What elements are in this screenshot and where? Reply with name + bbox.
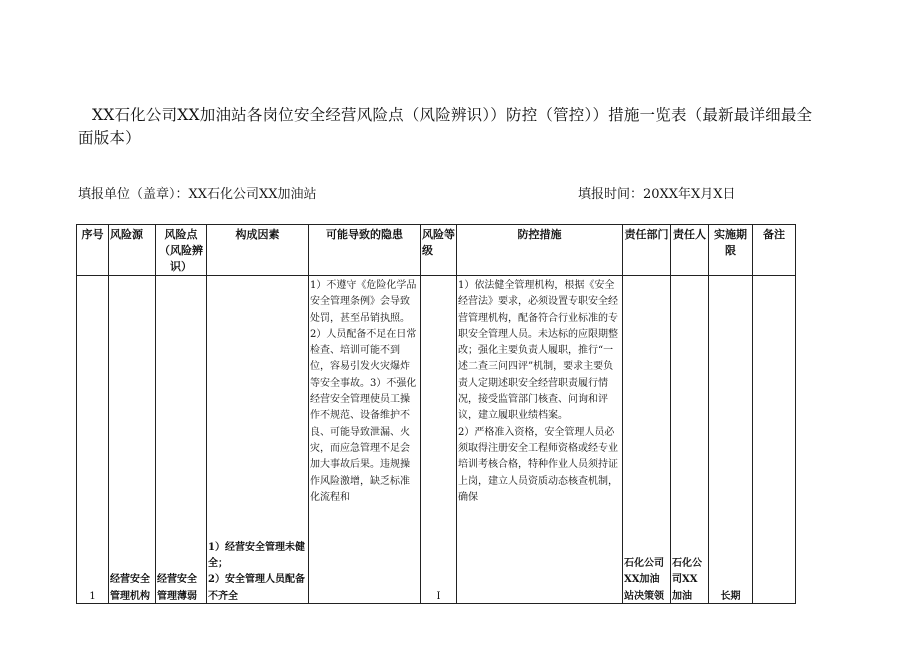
table-row	[77, 276, 796, 604]
header-level: 风险等级	[421, 225, 457, 276]
header-seq: 序号	[77, 225, 109, 276]
row-source: 经营安全管理机构	[110, 574, 150, 602]
header-point: 风险点（风险辨识）	[156, 225, 207, 276]
row-factor-1: 1）经营安全管理未健全；	[208, 541, 305, 570]
header-factors: 构成因素	[207, 225, 309, 276]
header-hazards: 可能导致的隐患	[309, 225, 421, 276]
row-period: 长期	[720, 590, 741, 602]
header-period: 实施期限	[709, 225, 753, 276]
row-person: 石化公司XX加油	[672, 558, 702, 602]
row-remark	[754, 276, 794, 278]
row-seq: 1	[89, 590, 96, 602]
row-dept: 石化公司XX加油站决策领	[624, 558, 664, 602]
row-level: I	[436, 590, 441, 602]
header-source: 风险源	[109, 225, 156, 276]
row-hazards: 1）不遵守《危险化学品安全管理条例》会导致处罚，甚至吊销执照。2）人员配备不足在日常检查、培训可能不到位，容易引发火灾爆炸等安全事故。3）不强化经营安全管理使员工操作不规范、设备维护不良、可能导致泄漏、火灾，而应急管理不足会加大事故后果。违规操作风险激增，缺乏标准化流程和	[310, 280, 417, 503]
header-remark: 备注	[753, 225, 796, 276]
document-title: XX石化公司XX加油站各岗位安全经营风险点（风险辨识））防控（管控））措施一览表（最新最详细最全面版本）	[78, 106, 813, 147]
risk-table	[76, 224, 796, 604]
header-dept: 责任部门	[623, 225, 671, 276]
row-point: 经营安全管理薄弱	[157, 574, 197, 602]
row-measures-2: 2）严格准入资格，安全管理人员必须取得注册安全工程师资格或经专业培训考核合格，特种作业人员须持证上岗，建立人员资质动态核查机制，确保	[458, 426, 618, 503]
header-measures: 防控措施	[457, 225, 623, 276]
reporting-date: 填报时间：20XX年X月X日	[578, 187, 736, 202]
header-person: 责任人	[671, 225, 709, 276]
reporting-unit: 填报单位（盖章）：XX石化公司XX加油站	[78, 187, 317, 202]
row-measures-1: 1）依法健全管理机构，根据《安全经营法》要求，必须设置专职安全经营管理机构，配备符合行业标准的专职安全管理人员。未达标的应限期整改；强化主要负责人履职，推行“一述二查三问四评”机制，要求主要负责人定期述职安全经营职责履行情况，接受监管部门核查、问询和评议，建立履职业绩档案。	[458, 280, 618, 422]
row-factor-2: 2）安全管理人员配备不齐全	[208, 574, 305, 602]
